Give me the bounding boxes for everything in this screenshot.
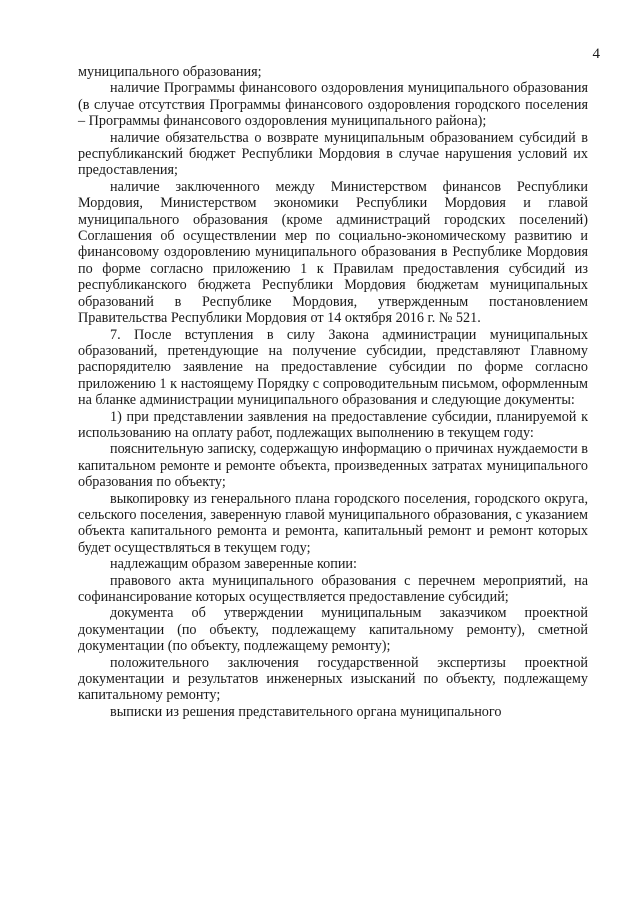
paragraph-explanatory-note: пояснительную записку, содержащую информацию о причинах нуждаемости в капитальном ремонте и ремонте объекта, произведенных затратах муниципального образования по объекту; <box>78 441 588 491</box>
paragraph-continuation: муниципального образования; <box>78 64 262 80</box>
paragraph-clause-7: 7. После вступления в силу Закона администрации муниципальных образований, претендующие на получение субсидии, представляют Главному распорядителю заявление на предоставление субсидии по форме согласно приложению 1 к настоящему Порядку с сопроводительным письмом, оформленным на бланке администрации муниципального образования и следующие документы: <box>78 326 588 409</box>
paragraph-plan-extract: выкопировку из генерального плана городского поселения, городского округа, сельского поселения, заверенную главой муниципального образования, с указанием объекта капитального ремонта и ремонта, капитальный ремонт и ремонт которых будет осуществляться в текущем году; <box>78 490 588 556</box>
document-body <box>78 64 588 720</box>
paragraph-program-requirement: наличие Программы финансового оздоровления муниципального образования (в случае отсутствия Программы финансового оздоровления городского поселения – Программы финансового оздоровления муниципального района); <box>78 80 588 130</box>
page-number: 4 <box>592 46 600 62</box>
paragraph-approval-document: документа об утверждении муниципальным заказчиком проектной документации (по объекту, подлежащему капитальному ремонту), сметной документации (по объекту, подлежащему ремонту); <box>78 605 588 655</box>
paragraph-expertise-conclusion: положительного заключения государственной экспертизы проектной документации и результатов инженерных изысканий по объекту, подлежащему капитальному ремонту; <box>78 654 588 704</box>
paragraph-certified-copies: надлежащим образом заверенные копии: <box>110 556 357 573</box>
paragraph-decision-extract: выписки из решения представительного органа муниципального <box>110 703 502 720</box>
paragraph-agreement-requirement: наличие заключенного между Министерством финансов Республики Мордовия, Министерством экономики Республики Мордовия и главой муниципального образования (кроме администраций городских поселений) Соглашения об осуществлении мер по социально-экономическому развитию и финансовому оздоровлению муниципального образования в Республике Мордовия по форме согласно приложению 1 к Правилам предоставления субсидий из республиканского бюджета Республики Мордовия бюджетам муниципальных образований в Республике Мордовия, утвержденным постановлением Правительства Республики Мордовия от 14 октября 2016 г. № 521. <box>78 178 588 327</box>
paragraph-return-obligation: наличие обязательства о возврате муниципальным образованием субсидий в республиканский бюджет Республики Мордовия в случае нарушения условий их предоставления; <box>78 129 588 179</box>
paragraph-legal-act: правового акта муниципального образования с перечнем мероприятий, на софинансирование которых осуществляется предоставление субсидий; <box>78 572 588 605</box>
paragraph-subclause-1: 1) при представлении заявления на предоставление субсидии, планируемой к использованию на оплату работ, подлежащих выполнению в текущем году: <box>78 408 588 441</box>
